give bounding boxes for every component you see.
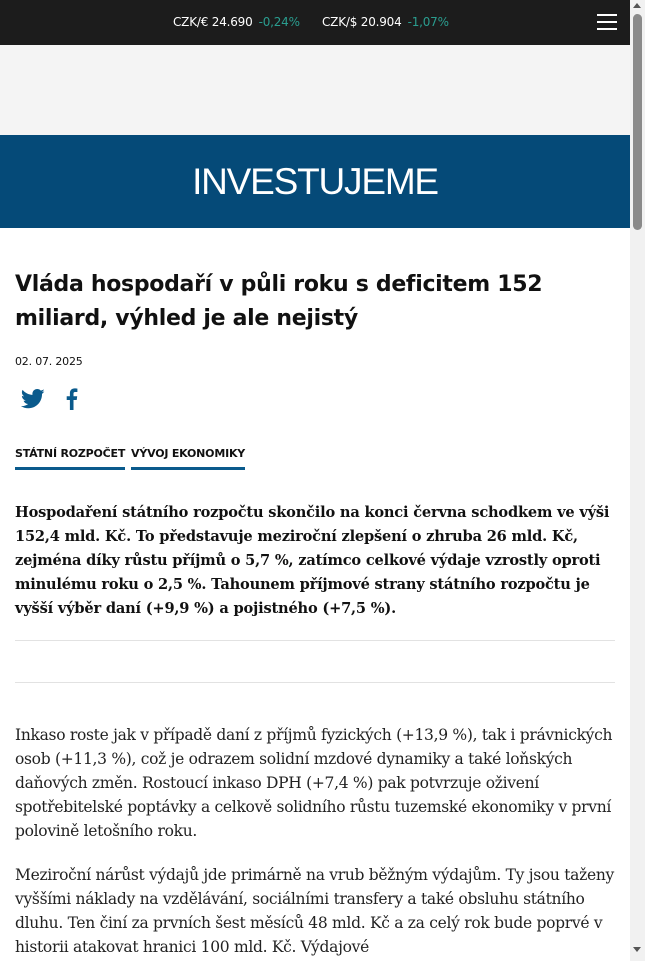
- rate-change-usd: -1,07%: [407, 15, 449, 29]
- scroll-up-arrow-icon[interactable]: [633, 3, 641, 8]
- scrollbar-thumb[interactable]: [633, 14, 642, 230]
- ad-placeholder: [0, 45, 630, 135]
- facebook-icon[interactable]: [60, 388, 84, 410]
- tag-vyvoj-ekonomiky[interactable]: VÝVOJ EKONOMIKY: [131, 447, 245, 470]
- divider: [15, 682, 615, 683]
- menu-line: [597, 14, 617, 16]
- article-title: Vláda hospodaří v půli roku s deficitem 152 miliard, výhled je ale nejistý: [15, 272, 543, 331]
- rate-label-usd: CZK/$ 20.904: [322, 15, 402, 29]
- hamburger-menu-icon[interactable]: [597, 14, 617, 31]
- article-lead: Hospodaření státního rozpočtu skončilo na konci června schodkem ve výši 152,4 mld. Kč. To představuje meziroční zlepšení o zhruba 26 mld. Kč, zejména díky růstu příjmů o 5,7 %, zatímco celkové výdaje vzrostly oproti minulému roku o 2,5 %. Tahounem příjmové strany státního rozpočtu je vyšší výběr daní (+9,9 %) a pojistného (+7,5 %).: [15, 504, 610, 617]
- rate-change-eur: -0,24%: [258, 15, 300, 29]
- top-bar: [0, 0, 630, 45]
- twitter-icon[interactable]: [21, 388, 45, 410]
- currency-rate-usd: [322, 15, 449, 29]
- divider: [15, 640, 615, 641]
- currency-rate-eur: [173, 15, 300, 29]
- article-paragraph: Inkaso roste jak v případě daní z příjmů fyzických (+13,9 %), tak i právnických osob (+11,3 %), což je odrazem solidní mzdové dynamiky a také loňských daňových změn. Rostoucí inkaso DPH (+7,4 %) pak potvrzuje oživení spotřebitelské poptávky a celkově solidního růstu tuzemské ekonomiky v první polovině letošního roku.: [15, 726, 613, 840]
- article-paragraph: Meziroční nárůst výdajů jde primárně na vrub běžným výdajům. Ty jsou taženy vyššími náklady na vzdělávání, sociálními transfery a také obsluhu státního dluhu. Ten činí za prvních šest měsíců 48 mld. Kč a za celý rok bude poprvé v historii atakovat hranici 100 mld. Kč. Výdajové: [15, 866, 614, 956]
- rate-label-eur: CZK/€ 24.690: [173, 15, 253, 29]
- site-logo[interactable]: INVESTUJEME: [192, 161, 438, 202]
- menu-line: [597, 21, 617, 23]
- scroll-down-arrow-icon[interactable]: [633, 947, 641, 952]
- tag-statni-rozpocet[interactable]: STÁTNÍ ROZPOČET: [15, 447, 125, 470]
- article-date: 02. 07. 2025: [15, 355, 83, 368]
- menu-line: [597, 28, 617, 30]
